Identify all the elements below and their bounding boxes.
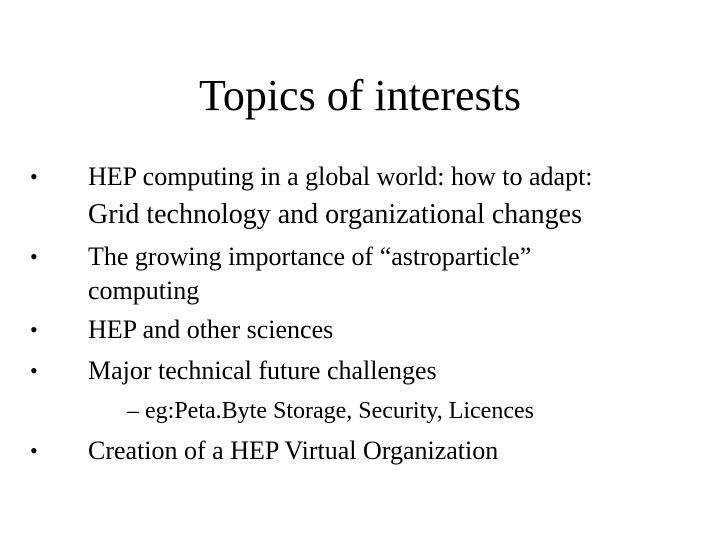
slide-title: Topics of interests [199, 71, 521, 120]
bullet-icon: • [30, 317, 38, 342]
bullet-icon: • [30, 244, 38, 269]
bullet-text-continuation: Grid technology and organizational changes [88, 199, 582, 230]
bullet-text: Creation of a HEP Virtual Organization [88, 436, 499, 465]
sub-bullet-item: – eg:Peta.Byte Storage, Security, Licences [127, 398, 534, 424]
bullet-icon: • [30, 164, 38, 189]
bullet-text: The growing importance of “astroparticle” [88, 242, 532, 271]
bullet-text-continuation: computing [88, 276, 200, 305]
bullet-icon: • [30, 438, 38, 463]
bullet-icon: • [30, 358, 38, 383]
bullet-text: HEP computing in a global world: how to adapt: [88, 162, 593, 191]
bullet-text: HEP and other sciences [88, 315, 334, 344]
bullet-text: Major technical future challenges [88, 356, 437, 385]
